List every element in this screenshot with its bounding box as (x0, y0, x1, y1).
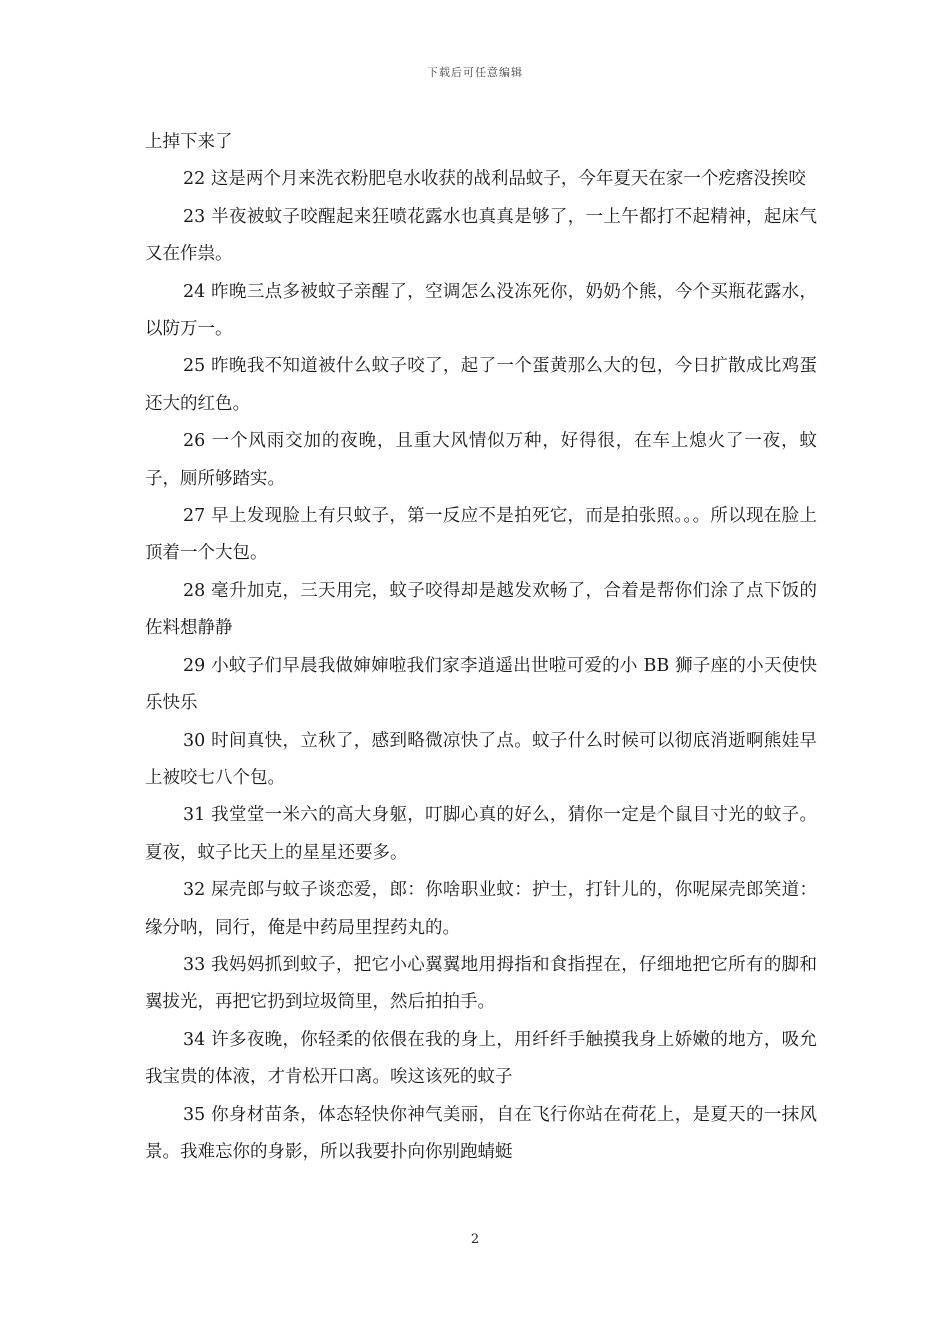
paragraph-24: 24 昨晚三点多被蚊子亲醒了，空调怎么没冻死你，奶奶个熊，今个买瓶花露水，以防万一。 (145, 281, 817, 340)
paragraph-continuation: 上掉下来了 (145, 132, 233, 152)
paragraph-25: 25 昨晚我不知道被什么蚊子咬了，起了一个蛋黄那么大的包，今日扩散成比鸡蛋还大的红色。 (145, 356, 817, 414)
paragraph-32: 32 屎壳郎与蚊子谈恋爱，郎：你啥职业蚊：护士，打针儿的，你呢屎壳郎笑道：缘分呐，同行，俺是中药局里捏药丸的。 (145, 880, 817, 938)
paragraph-31: 31 我堂堂一米六的高大身躯，叮脚心真的好么，猜你一定是个鼠目寸光的蚊子。夏夜，蚊子比天上的星星还要多。 (145, 805, 817, 863)
paragraph-34: 34 许多夜晚，你轻柔的依偎在我的身上，用纤纤手触摸我身上娇嫩的地方，吸允我宝贵的体液，才肯松开口离。唉这该死的蚊子 (145, 1029, 817, 1088)
paragraph-33: 33 我妈妈抓到蚊子，把它小心翼翼地用拇指和食指捏在，仔细地把它所有的脚和翼拔光，再把它扔到垃圾筒里，然后拍拍手。 (145, 954, 817, 1013)
document-body (145, 124, 817, 1171)
page-number: 2 (470, 1232, 480, 1247)
paragraph-28: 28 毫升加克，三天用完，蚊子咬得却是越发欢畅了，合着是帮你们涂了点下饭的佐料想静静 (145, 580, 817, 639)
page-header: 下载后可任意编辑 (427, 66, 523, 79)
paragraph-23: 23 半夜被蚊子咬醒起来狂喷花露水也真真是够了，一上午都打不起精神，起床气又在作祟。 (145, 206, 817, 265)
paragraph-35: 35 你身材苗条，体态轻快你神气美丽，自在飞行你站在荷花上，是夏天的一抹风景。我难忘你的身影，所以我要扑向你别跑蜻蜓 (145, 1104, 817, 1162)
paragraph-30: 30 时间真快，立秋了，感到略微凉快了点。蚊子什么时候可以彻底消逝啊熊娃早上被咬七八个包。 (145, 730, 817, 788)
paragraph-27: 27 早上发现脸上有只蚊子，第一反应不是拍死它，而是拍张照。。。所以现在脸上顶着一个大包。 (145, 506, 817, 564)
paragraph-26: 26 一个风雨交加的夜晚，且重大风情似万种，好得很，在车上熄火了一夜，蚊子，厕所够踏实。 (145, 431, 817, 489)
paragraph-29: 29 小蚊子们早晨我做婶婶啦我们家李逍遥出世啦可爱的小 BB 狮子座的小天使快乐快乐 (145, 655, 817, 714)
paragraph-22: 22 这是两个月来洗衣粉肥皂水收获的战利品蚊子，今年夏天在家一个疙瘩没挨咬 (183, 169, 806, 190)
